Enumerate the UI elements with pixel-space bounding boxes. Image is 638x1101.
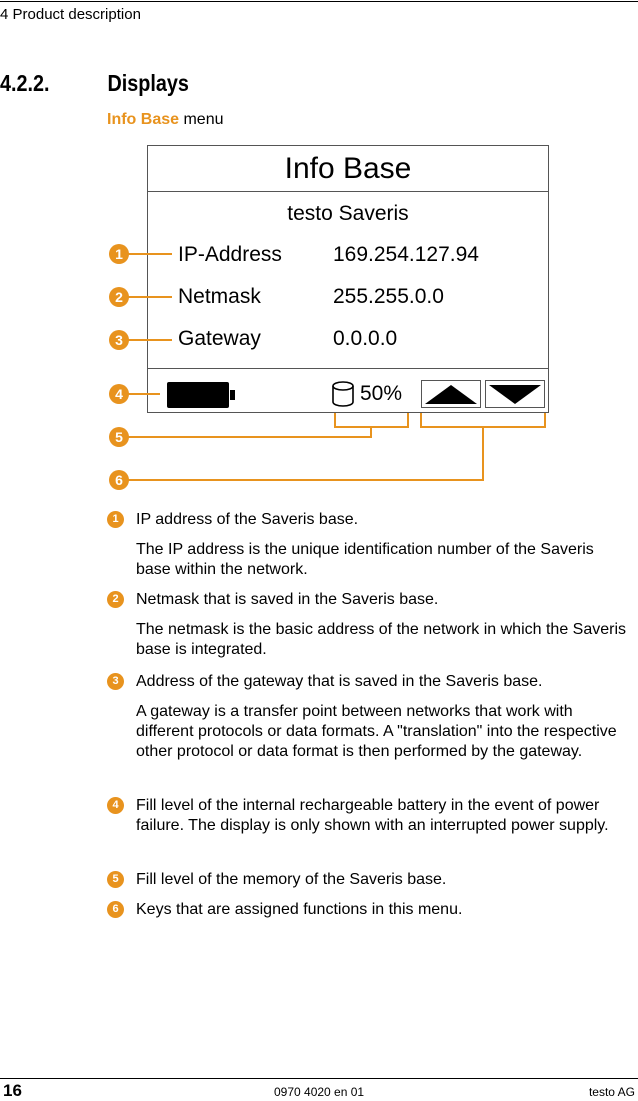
callout-number-4: 4 xyxy=(115,386,123,402)
callout-number-6: 6 xyxy=(115,472,123,488)
netmask-label: Netmask xyxy=(178,285,261,308)
screen-subtitle: testo Saveris xyxy=(287,202,409,225)
legend-badge-5: 5 xyxy=(107,871,124,888)
legend-badge-3: 3 xyxy=(107,673,124,690)
section-number: 4.2.2. xyxy=(0,70,50,96)
legend-detail-1: The IP address is the unique identification number of the Saveris base within the network. xyxy=(136,541,594,578)
callout-line-6 xyxy=(128,413,545,480)
page-number: 16 xyxy=(3,1081,22,1100)
menu-name: Info Base xyxy=(107,111,180,128)
legend-text-2: Netmask that is saved in the Saveris base. xyxy=(136,591,439,608)
legend-text-4: Fill level of the internal rechargeable battery in the event of power failure. The display is only shown with an interrupted power supply. xyxy=(136,797,609,834)
section-title: Displays xyxy=(107,70,189,96)
legend-badge-4: 4 xyxy=(107,797,124,814)
callout-number-3: 3 xyxy=(115,332,123,348)
legend-badge-1: 1 xyxy=(107,511,124,528)
company-name: testo AG xyxy=(588,1085,635,1099)
menu-suffix: menu xyxy=(179,111,224,128)
footer-rule xyxy=(0,1078,638,1079)
legend-text-1: IP address of the Saveris base. xyxy=(136,511,359,528)
callout-number-1: 1 xyxy=(115,246,123,262)
gateway-value: 0.0.0.0 xyxy=(333,327,398,350)
callout-overlay xyxy=(0,0,638,500)
callout-number-5: 5 xyxy=(115,429,123,445)
memory-value: 50% xyxy=(360,382,403,405)
screen-title: Info Base xyxy=(284,152,412,185)
netmask-value: 255.255.0.0 xyxy=(333,285,444,308)
gateway-label: Gateway xyxy=(178,327,261,350)
callout-number-2: 2 xyxy=(115,289,123,305)
legend-detail-2: The netmask is the basic address of the network in which the Saveris base is integrated. xyxy=(136,621,627,658)
ip-address-value: 169.254.127.94 xyxy=(333,243,479,266)
legend-text-5: Fill level of the memory of the Saveris base. xyxy=(136,871,447,888)
legend-text-6: Keys that are assigned functions in this menu. xyxy=(136,901,463,918)
document-number: 0970 4020 en 01 xyxy=(274,1085,365,1099)
legend-text-3: Address of the gateway that is saved in the Saveris base. xyxy=(136,673,543,690)
chapter-header: 4 Product description xyxy=(0,6,141,23)
legend-detail-3: A gateway is a transfer point between networks that work with different protocols or data formats. A "translation" into the respective other protocol or data format is then performed by the gateway. xyxy=(136,703,617,760)
callout-line-5 xyxy=(128,413,408,437)
legend-badge-6: 6 xyxy=(107,901,124,918)
legend-badge-2: 2 xyxy=(107,591,124,608)
ip-address-label: IP-Address xyxy=(178,243,282,266)
